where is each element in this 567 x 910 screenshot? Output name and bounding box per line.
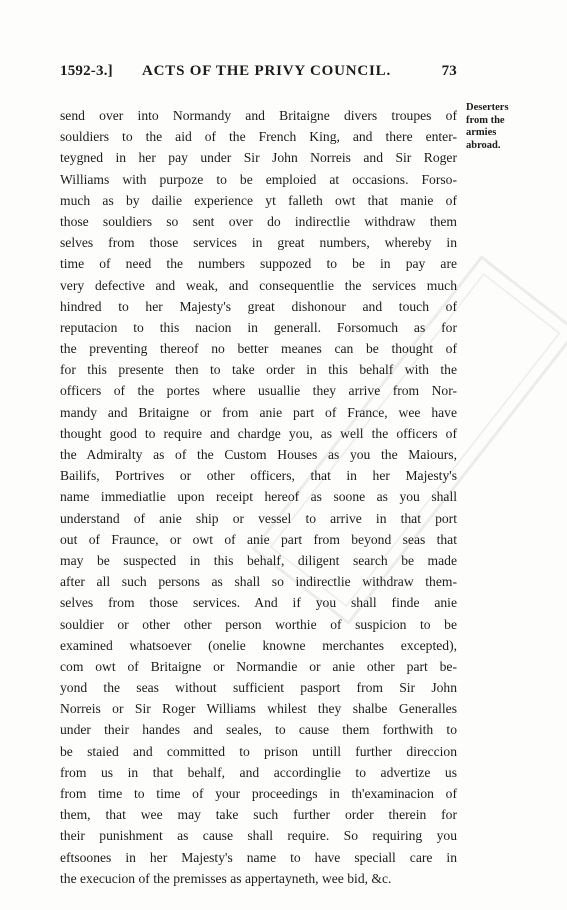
text-line: very defective and weak, and consequentlie the services much xyxy=(60,277,457,293)
text-line: understand of anie ship or vessel to arrive in that port xyxy=(60,510,457,526)
text-line: Norreis or Sir Roger Williams whilest they shalbe Generalles xyxy=(60,701,457,717)
text-line: Williams with purpoze to be emploied at occasions. Forso- xyxy=(60,171,457,187)
text-line: hindred to her Majesty's great dishonour and touch of xyxy=(60,298,457,314)
page-number: 73 xyxy=(441,63,457,79)
text-line: examined whatsoever (onelie knowne merchantes excepted), xyxy=(60,637,457,653)
text-line: the execucion of the premisses as appertayneth, wee bid, &c. xyxy=(60,870,392,886)
text-line: under their handes and seales, to cause them forthwith to xyxy=(60,722,457,738)
text-line: reputacion to this nacion in generall. Forsomuch as for xyxy=(60,319,457,335)
text-line: them, that wee may take such further order therein for xyxy=(60,807,457,823)
header-title: ACTS OF THE PRIVY COUNCIL. xyxy=(142,63,392,79)
text-line: souldier or other other person worthie of suspicion to be xyxy=(60,616,457,632)
text-line: the Admiralty as of the Custom Houses as you the Maiours, xyxy=(60,447,457,462)
text-line: the preventing thereof no better meanes can be thought of xyxy=(60,341,457,357)
text-line: yond the seas without sufficient pasport from Sir John xyxy=(60,680,457,696)
text-line: officers of the portes where usuallie they arrive from Nor- xyxy=(60,383,457,399)
text-line: eftsoones in her Majesty's name to have speciall care in xyxy=(60,849,457,865)
text-line: may be suspected in this behalf, diligent search be made xyxy=(60,552,457,568)
text-line: from us in that behalf, and accordinglie to advertize us xyxy=(60,764,457,780)
text-line: for this presente then to take order in this behalf with the xyxy=(60,362,457,378)
text-line: souldiers to the aid of the French King, and there enter- xyxy=(60,129,457,145)
text-line: time of need the numbers suppozed to be in pay are xyxy=(60,256,457,272)
text-line: those souldiers so sent over do indirectlie withdraw them xyxy=(60,213,457,229)
text-line: com owt of Britaigne or Normandie or anie other part be- xyxy=(60,658,457,674)
text-line: from time to time of your proceedings in th'examinacion of xyxy=(60,786,457,801)
margin-note-line: armies xyxy=(466,127,497,138)
text-line: thought good to require and chardge you, as well the officers of xyxy=(60,425,457,441)
text-line: be staied and committed to prison untill further direccion xyxy=(60,743,457,759)
text-line: name immediatlie upon receipt hereof as soone as you shall xyxy=(60,489,457,505)
margin-note xyxy=(466,102,546,152)
text-line: mandy and Britaigne or from anie part of France, wee have xyxy=(60,404,457,420)
margin-note-line: abroad. xyxy=(466,139,501,151)
running-header xyxy=(60,63,457,85)
text-line: much as by dailie experience yt falleth owt that manie of xyxy=(60,192,457,208)
body-text xyxy=(60,105,457,889)
text-line: after all such persons as shall so indirectlie withdraw them- xyxy=(60,574,457,590)
header-year-range: 1592-3.] xyxy=(60,63,113,79)
text-line: Bailifs, Portrives or other officers, that in her Majesty's xyxy=(60,468,457,484)
text-line: teygned in her pay under Sir John Norreis and Sir Roger xyxy=(60,150,457,166)
text-line: out of Fraunce, or owt of anie part from beyond seas that xyxy=(60,531,457,547)
text-line: selves from those services in great numbers, whereby in xyxy=(60,235,457,251)
text-line: send over into Normandy and Britaigne divers troupes of xyxy=(60,108,457,123)
margin-note-line: Deserters xyxy=(466,102,509,113)
margin-note-line: from the xyxy=(466,114,505,126)
text-line: their punishment as cause shall require. So requiring you xyxy=(60,828,457,844)
text-line: selves from those services. And if you shall finde anie xyxy=(60,595,457,611)
